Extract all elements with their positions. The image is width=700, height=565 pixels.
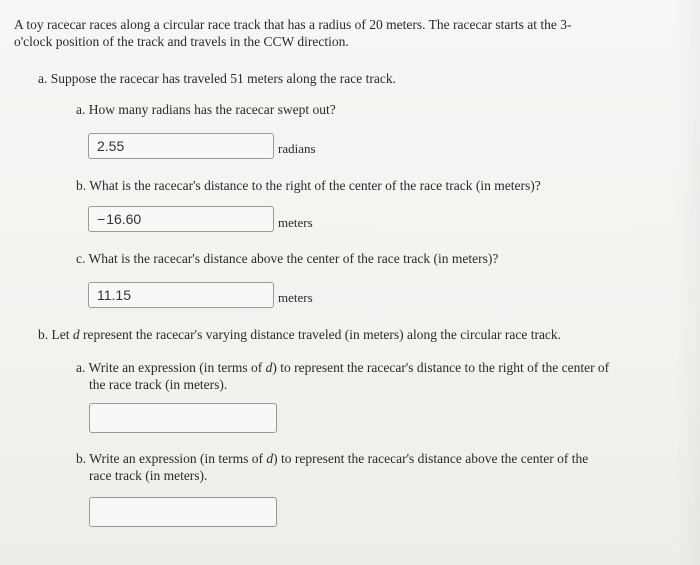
part-b-question-2 [76, 450, 588, 484]
part-b-q2-text-end: ) to represent the racecar's distance above the center of the [273, 451, 589, 466]
part-b-q1-variable: d [265, 360, 273, 375]
part-b-q2-variable: d [266, 451, 274, 466]
part-b-prompt-end: represent the racecar's varying distance traveled (in meters) along the circular race track. [79, 327, 562, 342]
part-a-question-1: a. How many radians has the racecar swept out? [76, 102, 336, 117]
part-a-prompt: a. Suppose the racecar has traveled 51 meters along the race track. [38, 71, 396, 86]
radians-answer-field[interactable] [88, 133, 274, 159]
part-b-q1-text-end: ) to represent the racecar's distance to the right of the center of [272, 360, 610, 375]
radians-answer-value: 2.55 [97, 138, 125, 154]
part-b-question-1 [76, 359, 609, 393]
right-distance-sign: − [97, 211, 106, 227]
part-b-q1-text-start: a. Write an expression (in terms of [76, 360, 266, 375]
part-a-question-2: b. What is the racecar's distance to the right of the center of the race track (in meters)? [76, 178, 541, 193]
right-distance-answer-field[interactable] [88, 206, 274, 232]
problem-intro [14, 16, 614, 50]
part-b-q2-text-start: b. Write an expression (in terms of [76, 451, 267, 466]
part-b-prompt [38, 326, 561, 343]
part-b-q2-line-2: race track (in meters). [89, 468, 208, 483]
above-distance-answer-value: 11.15 [97, 287, 131, 303]
intro-line-1: A toy racecar races along a circular race track that has a radius of 20 meters. The racecar starts at the 3- [14, 17, 572, 32]
part-a-question-3: c. What is the racecar's distance above the center of the race track (in meters)? [76, 251, 499, 266]
right-distance-expression-field[interactable] [89, 403, 277, 433]
right-distance-answer-value: 16.60 [106, 211, 142, 227]
part-b-variable: d [72, 327, 80, 342]
page-edge-shadow [676, 0, 700, 565]
intro-line-2: o'clock position of the track and travels in the CCW direction. [14, 34, 349, 49]
radians-unit-label: radians [278, 141, 316, 156]
above-distance-answer-field[interactable] [88, 282, 274, 308]
right-distance-unit-label: meters [278, 215, 313, 230]
above-distance-expression-field[interactable] [89, 497, 277, 527]
above-distance-unit-label: meters [278, 290, 313, 305]
part-b-q1-line-2: the race track (in meters). [89, 377, 228, 392]
part-b-prompt-start: b. Let [38, 327, 73, 342]
